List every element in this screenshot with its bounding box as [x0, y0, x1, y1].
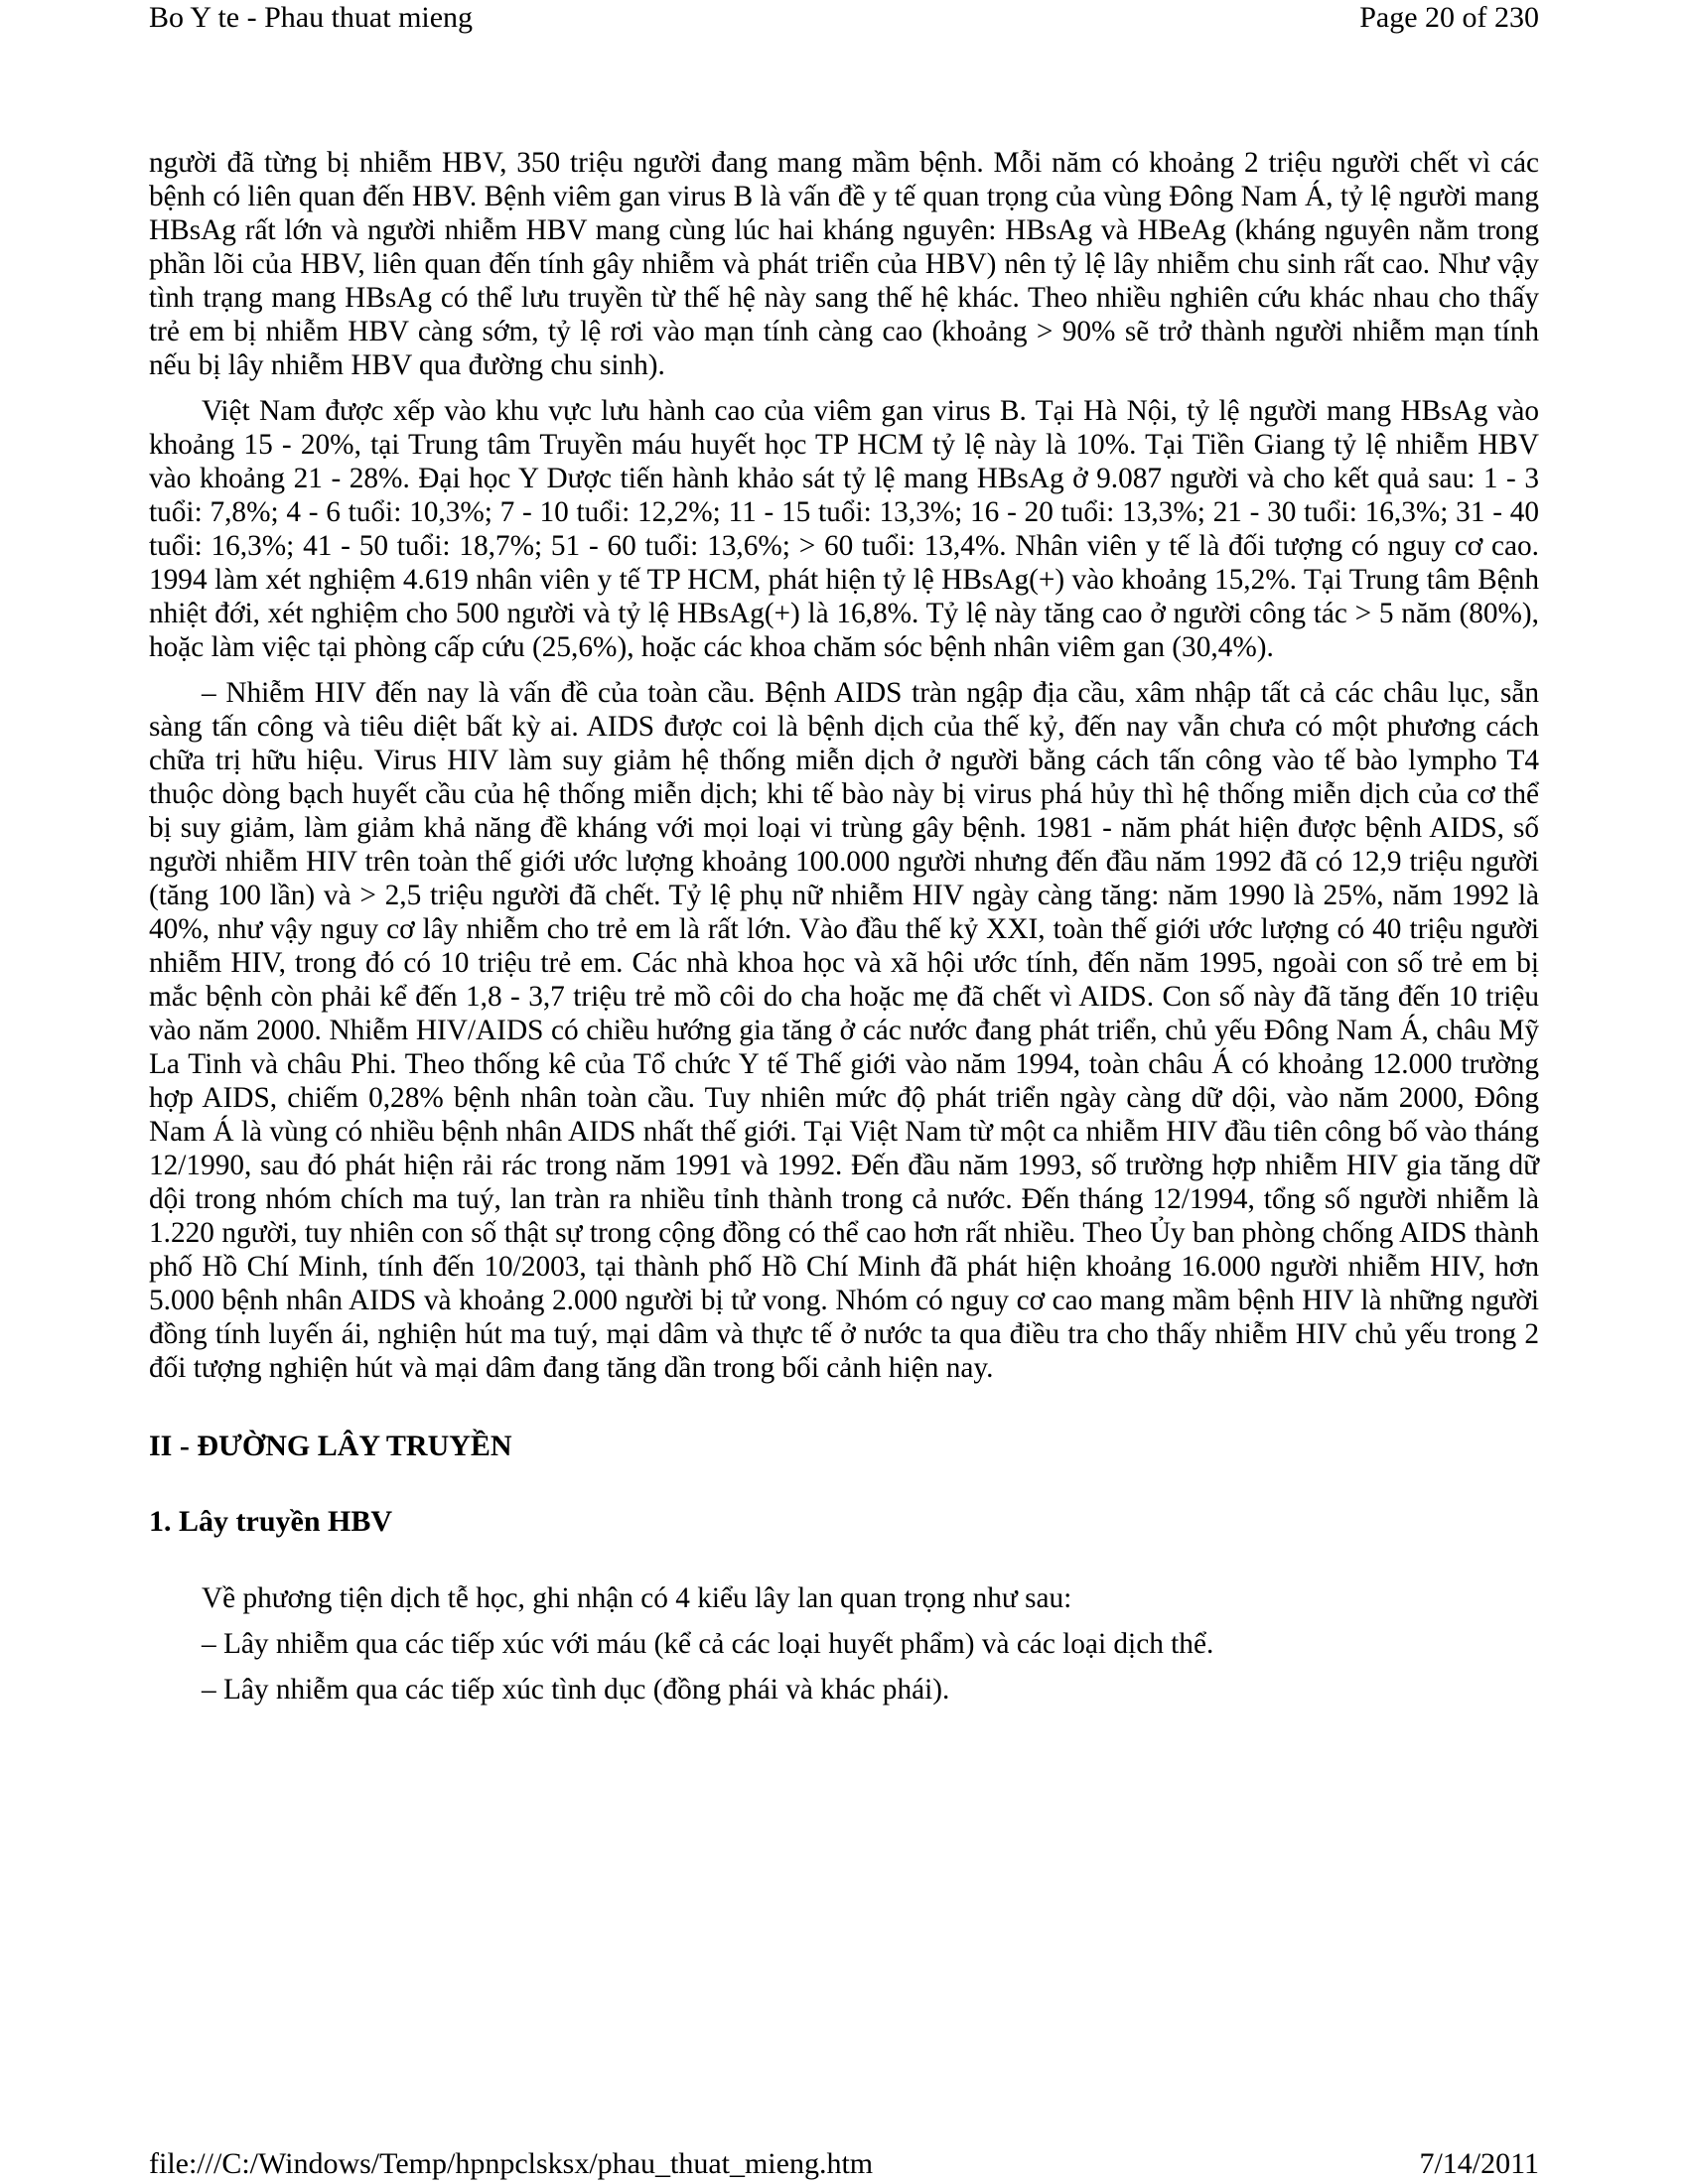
page-number: Page 20 of 230: [1359, 1, 1539, 34]
paragraph-hbv-epidemiology: người đã từng bị nhiễm HBV, 350 triệu người đang mang mầm bệnh. Mỗi năm có khoảng 2 triệu người chết vì các bệnh có liên quan đến HBV. Bệnh viêm gan virus B là vấn đề y tế quan trọng của vùng Đông Nam Á, tỷ lệ người mang HBsAg rất lớn và người nhiễm HBV mang cùng lúc hai kháng nguyên: HBsAg và HBeAg (kháng nguyên nằm trong phần lõi của HBV, liên quan đến tính gây nhiễm và phát triển của HBV) nên tỷ lệ lây nhiễm chu sinh rất cao. Như vậy tình trạng mang HBsAg có thể lưu truyền từ thế hệ này sang thế hệ khác. Theo nhiều nghiên cứu khác nhau cho thấy trẻ em bị nhiễm HBV càng sớm, tỷ lệ rơi vào mạn tính càng cao (khoảng > 90% sẽ trở thành người nhiễm mạn tính nếu bị lây nhiễm HBV qua đường chu sinh).: [149, 147, 1539, 381]
section-heading: II - ĐƯỜNG LÂY TRUYỀN: [149, 1430, 512, 1462]
list-item: – Lây nhiễm qua các tiếp xúc với máu (kể cả các loại huyết phẩm) và các loại dịch thể.: [202, 1628, 1214, 1660]
page-footer: [149, 2146, 1539, 2182]
subsection-heading: 1. Lây truyền HBV: [149, 1505, 393, 1538]
paragraph-transmission-intro: Về phương tiện dịch tễ học, ghi nhận có 4 kiểu lây lan quan trọng như sau:: [202, 1582, 1072, 1614]
document-body: [149, 146, 1539, 1718]
list-item: – Lây nhiễm qua các tiếp xúc tình dục (đồng phái và khác phái).: [202, 1674, 950, 1706]
document-title: Bo Y te - Phau thuat mieng: [149, 1, 474, 34]
paragraph-hiv: – Nhiễm HIV đến nay là vấn đề của toàn cầu. Bệnh AIDS tràn ngập địa cầu, xâm nhập tất cả các châu lục, sẵn sàng tấn công và tiêu diệt bất kỳ ai. AIDS được coi là bệnh dịch của thế kỷ, đến nay vẫn chưa có một phương cách chữa trị hữu hiệu. Virus HIV làm suy giảm hệ thống miễn dịch ở người bằng cách tấn công vào tế bào lympho T4 thuộc dòng bạch huyết cầu của hệ thống miễn dịch; khi tế bào này bị virus phá hủy thì hệ thống miễn dịch của cơ thể bị suy giảm, làm giảm khả năng đề kháng với mọi loại vi trùng gây bệnh. 1981 - năm phát hiện được bệnh AIDS, số người nhiễm HIV trên toàn thế giới ước lượng khoảng 100.000 người nhưng đến đầu năm 1992 đã có 12,9 triệu người (tăng 100 lần) và > 2,5 triệu người đã chết. Tỷ lệ phụ nữ nhiễm HIV ngày càng tăng: năm 1990 là 25%, năm 1992 là 40%, như vậy nguy cơ lây nhiễm cho trẻ em là rất lớn. Vào đầu thế kỷ XXI, toàn thế giới ước lượng có 40 triệu người nhiễm HIV, trong đó có 10 triệu trẻ em. Các nhà khoa học và xã hội ước tính, đến năm 1995, ngoài con số trẻ em bị mắc bệnh còn phải kể đến 1,8 - 3,7 triệu trẻ mồ côi do cha hoặc mẹ đã chết vì AIDS. Con số này đã tăng đến 10 triệu vào năm 2000. Nhiễm HIV/AIDS có chiều hướng gia tăng ở các nước đang phát triển, chủ yếu Đông Nam Á, châu Mỹ La Tinh và châu Phi. Theo thống kê của Tổ chức Y tế Thế giới vào năm 1994, toàn châu Á có khoảng 12.000 trường hợp AIDS, chiếm 0,28% bệnh nhân toàn cầu. Tuy nhiên mức độ phát triển ngày càng dữ dội, vào năm 2000, Đông Nam Á là vùng có nhiều bệnh nhân AIDS nhất thế giới. Tại Việt Nam từ một ca nhiễm HIV đầu tiên công bố vào tháng 12/1990, sau đó phát hiện rải rác trong năm 1991 và 1992. Đến đầu năm 1993, số trường hợp nhiễm HIV gia tăng dữ dội trong nhóm chích ma tuý, lan tràn ra nhiều tỉnh thành trong cả nước. Đến tháng 12/1994, tổng số người nhiễm là 1.220 người, tuy nhiên con số thật sự trong cộng đồng có thể cao hơn rất nhiều. Theo Ủy ban phòng chống AIDS thành phố Hồ Chí Minh, tính đến 10/2003, tại thành phố Hồ Chí Minh đã phát hiện khoảng 16.000 người nhiễm HIV, hơn 5.000 bệnh nhân AIDS và khoảng 2.000 người bị tử vong. Nhóm có nguy cơ cao mang mầm bệnh HIV là những người đồng tính luyến ái, nghiện hút ma tuý, mại dâm và thực tế ở nước ta qua điều tra cho thấy nhiễm HIV chủ yếu trong 2 đối tượng nghiện hút và mại dâm đang tăng dần trong bối cảnh hiện nay.: [149, 677, 1539, 1384]
page-header: [149, 0, 1539, 36]
file-path: file:///C:/Windows/Temp/hpnpclsksx/phau_thuat_mieng.htm: [149, 2147, 874, 2180]
paragraph-vietnam-hbv: Việt Nam được xếp vào khu vực lưu hành cao của viêm gan virus B. Tại Hà Nội, tỷ lệ người mang HBsAg vào khoảng 15 - 20%, tại Trung tâm Truyền máu huyết học TP HCM tỷ lệ này là 10%. Tại Tiền Giang tỷ lệ nhiễm HBV vào khoảng 21 - 28%. Đại học Y Dược tiến hành khảo sát tỷ lệ mang HBsAg ở 9.087 người và cho kết quả sau: 1 - 3 tuổi: 7,8%; 4 - 6 tuổi: 10,3%; 7 - 10 tuổi: 12,2%; 11 - 15 tuổi: 13,3%; 16 - 20 tuổi: 13,3%; 21 - 30 tuổi: 16,3%; 31 - 40 tuổi: 16,3%; 41 - 50 tuổi: 18,7%; 51 - 60 tuổi: 13,6%; > 60 tuổi: 13,4%. Nhân viên y tế là đối tượng có nguy cơ cao. 1994 làm xét nghiệm 4.619 nhân viên y tế TP HCM, phát hiện tỷ lệ HBsAg(+) vào khoảng 15,2%. Tại Trung tâm Bệnh nhiệt đới, xét nghiệm cho 500 người và tỷ lệ HBsAg(+) là 16,8%. Tỷ lệ này tăng cao ở người công tác > 5 năm (80%), hoặc làm việc tại phòng cấp cứu (25,6%), hoặc các khoa chăm sóc bệnh nhân viêm gan (30,4%).: [149, 395, 1539, 663]
print-date: 7/14/2011: [1419, 2147, 1539, 2180]
